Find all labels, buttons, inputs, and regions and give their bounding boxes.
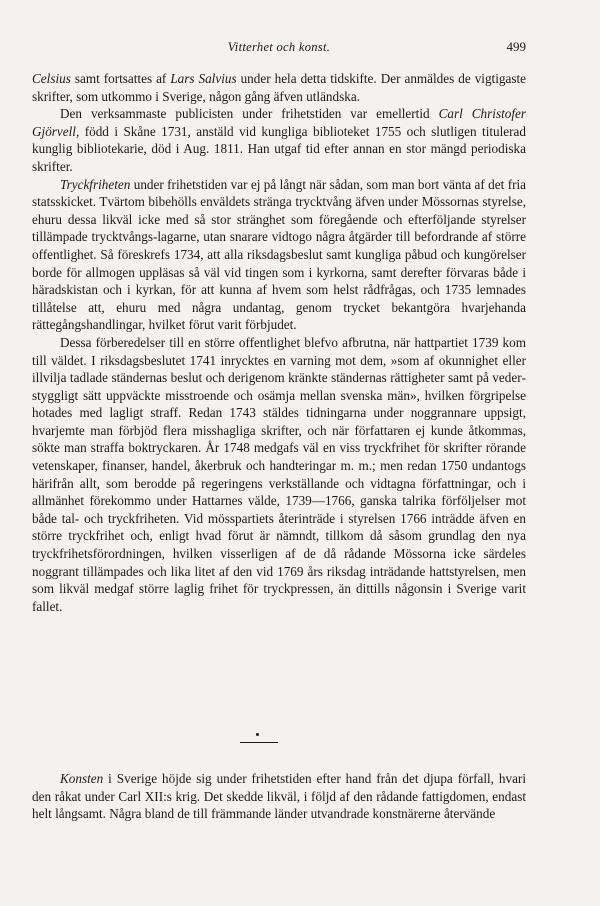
text-run: Celsius bbox=[32, 71, 71, 86]
page-header bbox=[32, 40, 526, 60]
text-run: Tryckfriheten bbox=[60, 176, 131, 192]
paragraph-3 bbox=[32, 176, 526, 334]
section-break-dot bbox=[256, 733, 259, 736]
text-run: Carl Christofer Gjörvell, bbox=[32, 106, 526, 139]
text-run: i Sverige höjde sig under frihetstiden efter hand från det djupa förfall, hvari den råkat under Carl XII:s krig. Det skedde likväl, i följd af den rådande fattigdomen, endast helt långsamt. Några bland de till främmande länder utvandrade konstnärerne återvände bbox=[32, 771, 526, 822]
text-run: under hela detta tidskifte. Der anmäldes de vigtigaste skrifter, som utkommo i Sverige, någon gång äfven utländska. bbox=[32, 71, 526, 104]
section-break-rule bbox=[240, 742, 278, 743]
paragraph-5 bbox=[32, 770, 526, 823]
text-run: samt fortsattes af bbox=[70, 71, 171, 86]
running-head: Vitterhet och konst. bbox=[227, 40, 331, 54]
text-run: Lars Salvius bbox=[170, 71, 237, 86]
page-number: 499 bbox=[506, 39, 526, 54]
paragraph-2 bbox=[32, 105, 526, 175]
main-text bbox=[32, 70, 526, 615]
text-run: Konsten bbox=[60, 771, 104, 786]
text-run: Dessa förberedelser till en större offentlighet blefvo afbrutna, när hattpartiet 1739 kom till väldet. I riksdagsbeslutet 1741 inrycktes en varning mot dem, »som af okunnighet eller illvilja tadlade ständernas beslut och derigenom kränkte ständernas rättigheter samt på vederstyggligt sätt uppväckte misstroende och osämja mellan svenska män», hvilken förgripelse hotades med lagligt straff. Redan 1743 stäldes tidningarna under noggrannare uppsigt, hvarjemte man förbjöd flera misshagliga skrifter, och när författaren ej kunde åtkommas, sökte man straffa boktryckaren. År 1748 medgafs väl en viss tryckfrihet för skrifter rörande vetenskaper, finanser, handel, åkerbruk och handteringar m. m.; men redan 1750 undantogs härifrån allt, som berodde på regeringens verkställande och vidtagna författningar, och i allmänhet förekommo under Hattarnes välde, 1739—1766, ganska talrika förföljelser mot både tal- och tryckfriheten. Vid mösspartiets återinträde i styrelsen 1766 inträdde äfven en större tryckfrihet och, enligt hvad förut är nämndt, tillkom då såsom grundlag den nya tryckfrihetsförordningen, hvilken visserligen af de då rådande Mössorna icke särdeles noggrant tillämpades och lika litet af den vid 1769 års riksdag inträdande hattstyrelsen, men som likväl medgaf större laglig frihet för tryckpressen, än dittills någonsin i Sverige varit fallet. bbox=[32, 334, 526, 614]
text-run: född i Skåne 1731, anstäld vid kungliga biblioteket 1755 och slutligen titulerad kunglig bibliotekarie, död i Aug. 1811. Han utgaf tid efter annan en stor mängd periodiska skrifter. bbox=[32, 123, 526, 174]
paragraph-4 bbox=[32, 334, 526, 616]
text-run: under frihetstiden var ej på långt när sådan, som man bort vänta af det fria statsskicket. Tvärtom bibehölls enväldets stränga trycktvång äfven under Mössornas styrelse, ehuru dessa likväl icke med så stor stränghet som föregående och efterföljande styrelser tillämpade trycktvångs-lagarne, utan snarare vidtogo några åtgärder till befordrande af större offentlighet. Så föreskrefs 1734, att alla riksdagsbeslut samt kungliga påbud och kungörelser borde för allmogen uppläsas så väl vid tingen som i kyrkorna, samt derefter förvaras både i häradskistan och i kyrkan, för att kunna af hvem som helst rådfrågas, och 1735 lemnades tillåtelse att, ehuru med några undantag, genom trycket bekantgöra hvarjehanda rättegångshandlingar, hvilket förut varit förbjudet. bbox=[32, 176, 526, 333]
paragraph-1 bbox=[32, 70, 526, 105]
section-2-text bbox=[32, 770, 526, 823]
text-run: Den verksammaste publicisten under frihetstiden var emellertid bbox=[60, 106, 439, 122]
